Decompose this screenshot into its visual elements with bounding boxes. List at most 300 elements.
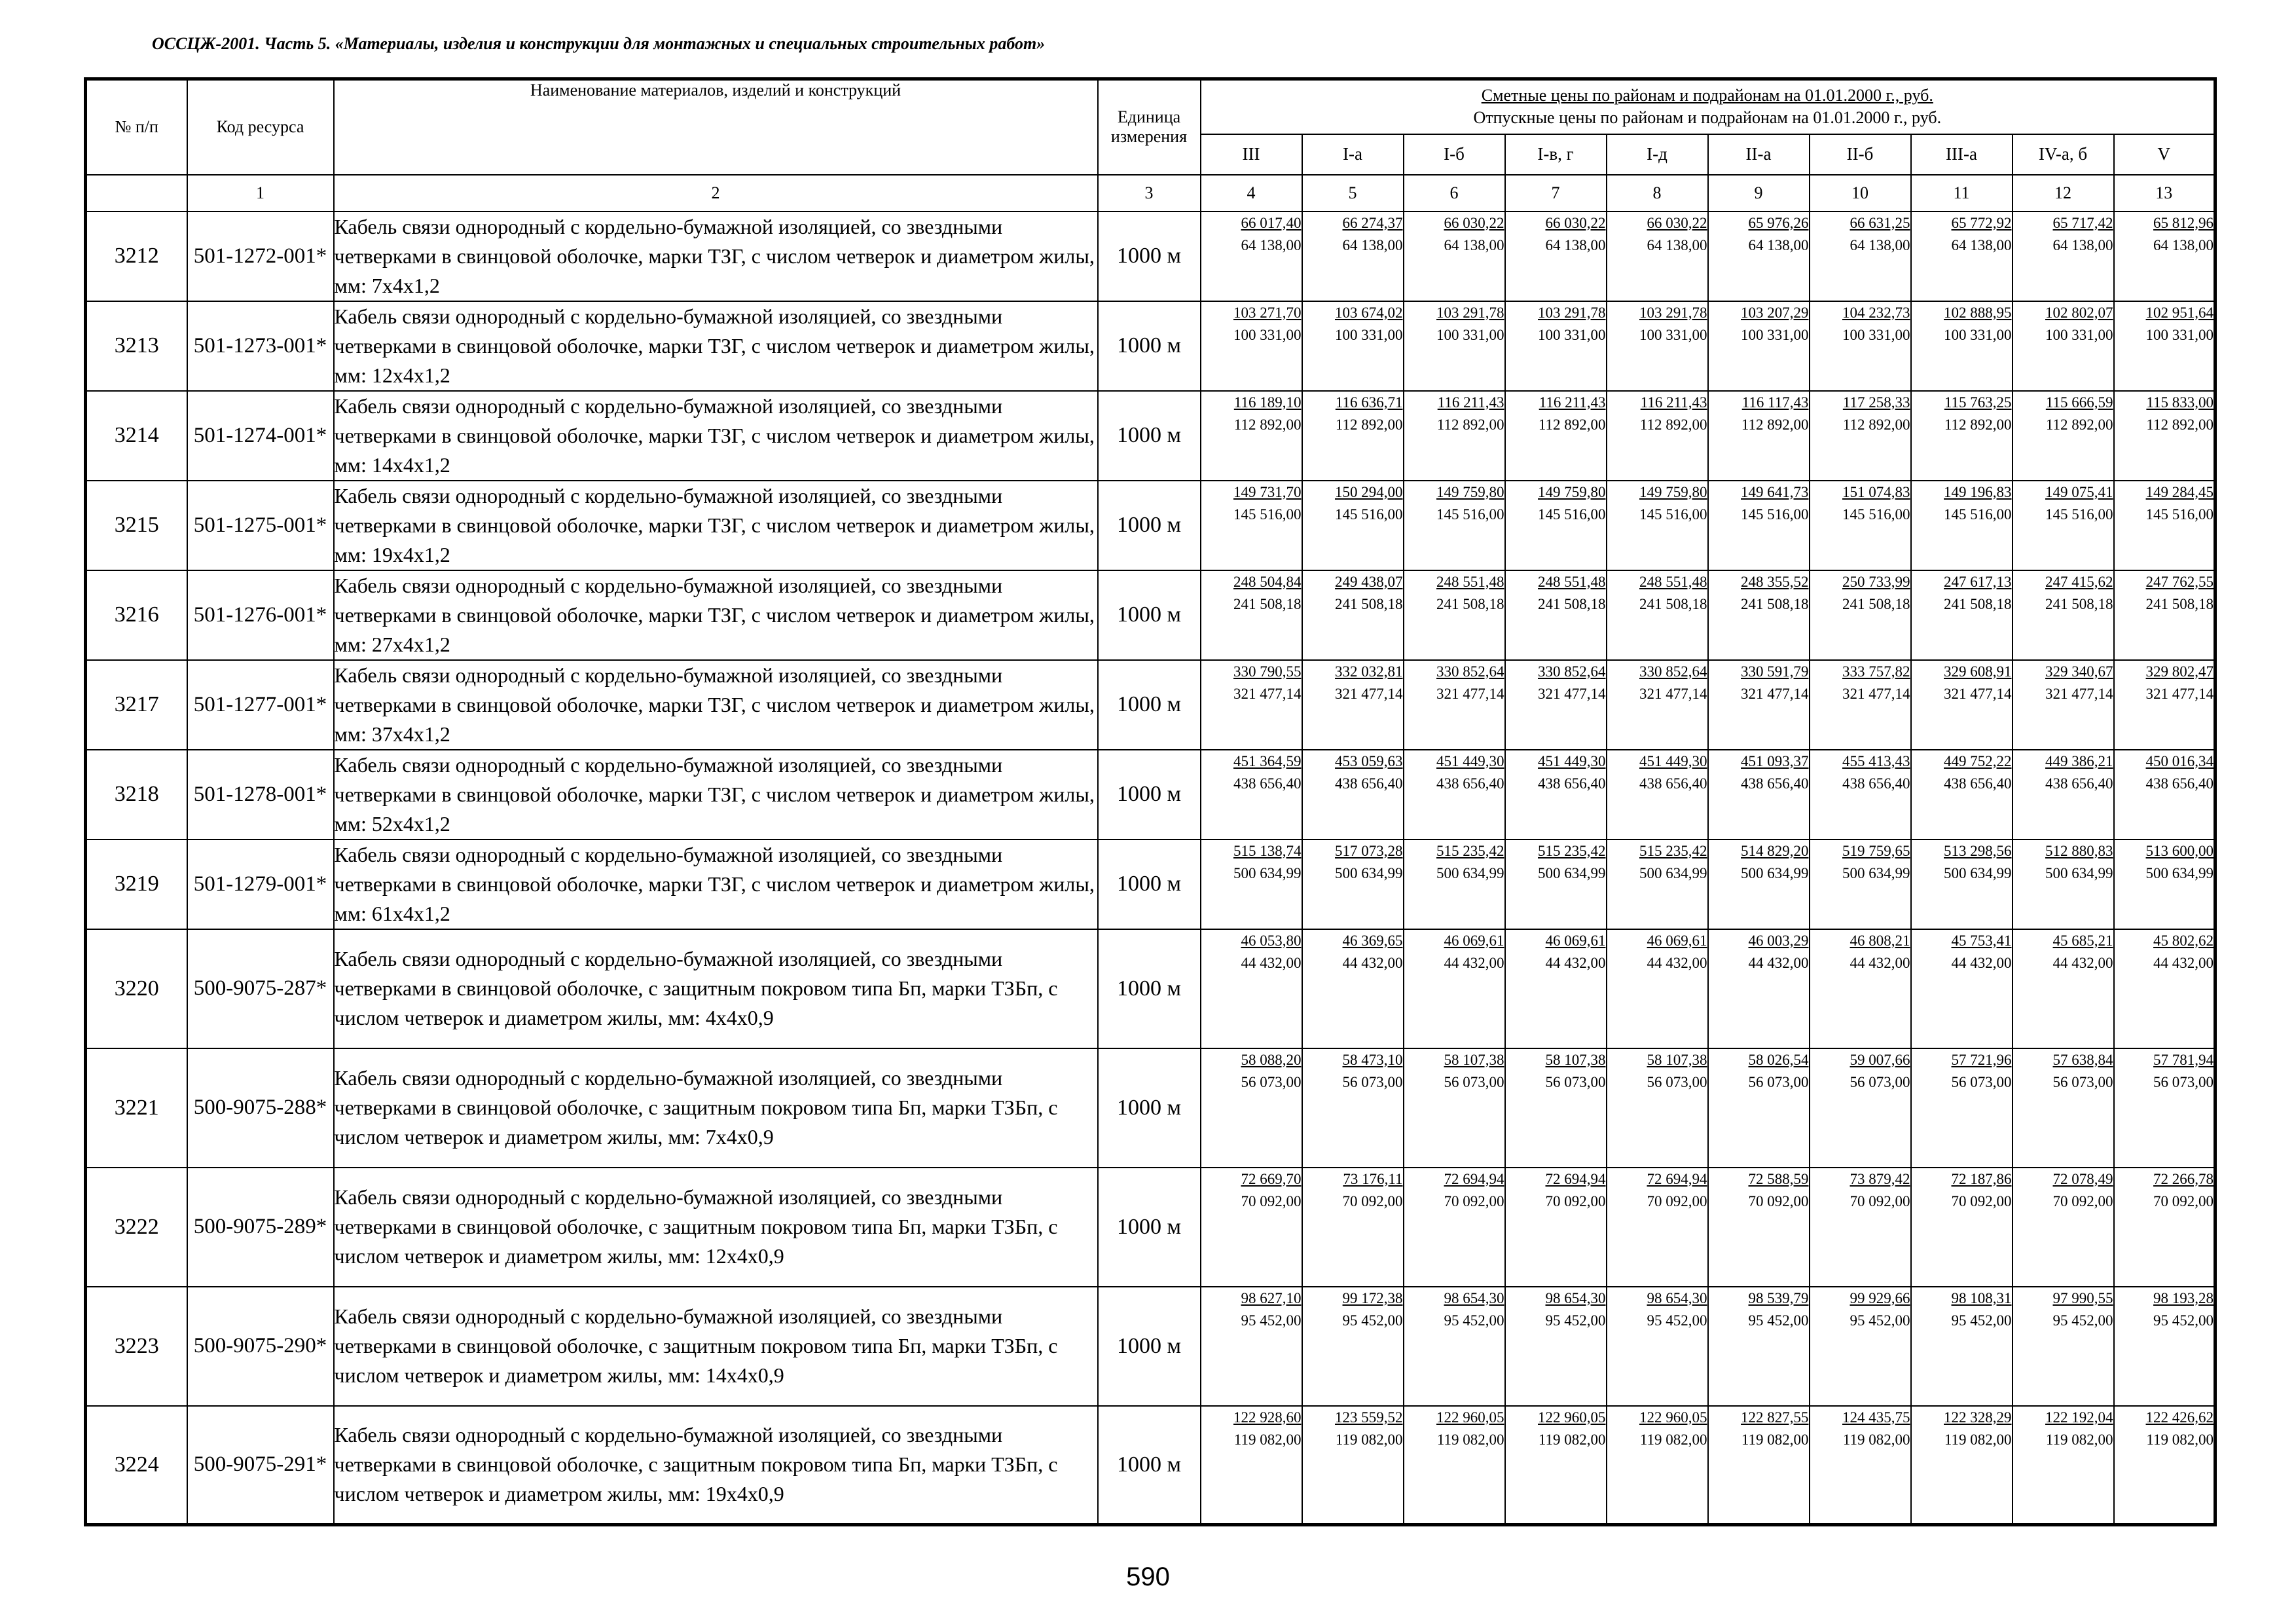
estimated-price: 330 852,64 bbox=[1538, 663, 1606, 680]
price-cell bbox=[1505, 929, 1607, 1048]
release-price: 100 331,00 bbox=[1842, 326, 1910, 343]
release-price: 64 138,00 bbox=[2052, 236, 2113, 253]
resource-code: 500-9075-288* bbox=[187, 1048, 334, 1168]
price-cell bbox=[1911, 481, 2013, 570]
estimated-price: 98 627,10 bbox=[1241, 1289, 1302, 1306]
header-code: Код ресурса bbox=[187, 79, 334, 175]
header-name: Наименование материалов, изделий и конструкций bbox=[334, 79, 1098, 175]
release-price: 119 082,00 bbox=[2045, 1431, 2113, 1448]
price-cell bbox=[1708, 660, 1810, 750]
price-cell bbox=[1911, 570, 2013, 660]
row-number: 3214 bbox=[86, 391, 187, 481]
price-cell bbox=[2114, 750, 2215, 840]
price-cell bbox=[1302, 1406, 1404, 1525]
price-cell bbox=[1911, 750, 2013, 840]
estimated-price: 58 107,38 bbox=[1444, 1051, 1504, 1068]
price-cell bbox=[1607, 1048, 1708, 1168]
price-cell bbox=[1911, 1168, 2013, 1287]
price-cell bbox=[1404, 840, 1505, 929]
estimated-price: 58 107,38 bbox=[1647, 1051, 1707, 1068]
price-cell bbox=[1607, 750, 1708, 840]
release-price: 64 138,00 bbox=[1647, 236, 1707, 253]
price-cell bbox=[1404, 660, 1505, 750]
estimated-price: 66 030,22 bbox=[1545, 214, 1606, 231]
material-name: Кабель связи однородный с кордельно-бумажной изоляцией, со звездными четверками в свинцовой оболочке, с защитным покровом типа Бп, марки ТЗБп, с числом четверок и диаметром жилы, мм: 14x4x0,9 bbox=[334, 1287, 1098, 1406]
price-cell bbox=[2013, 1406, 2114, 1525]
estimated-price: 248 355,52 bbox=[1741, 573, 1809, 590]
row-number: 3213 bbox=[86, 301, 187, 391]
price-cell bbox=[1404, 1287, 1505, 1406]
release-price: 112 892,00 bbox=[2146, 416, 2214, 433]
estimated-price: 451 093,37 bbox=[1741, 752, 1809, 769]
estimated-price: 116 189,10 bbox=[1233, 394, 1302, 411]
column-number: 5 bbox=[1302, 175, 1404, 212]
release-price: 145 516,00 bbox=[2145, 506, 2214, 523]
estimated-price: 46 069,61 bbox=[1444, 932, 1504, 949]
region-header: V bbox=[2114, 134, 2215, 175]
release-price: 95 452,00 bbox=[1850, 1312, 1910, 1329]
estimated-price: 330 591,79 bbox=[1741, 663, 1809, 680]
release-price: 438 656,40 bbox=[2045, 775, 2113, 792]
unit-of-measure: 1000 м bbox=[1098, 212, 1201, 301]
unit-of-measure: 1000 м bbox=[1098, 929, 1201, 1048]
price-cell bbox=[1302, 840, 1404, 929]
estimated-price: 98 539,79 bbox=[1748, 1289, 1809, 1306]
price-cell bbox=[1201, 481, 1302, 570]
estimated-price: 330 852,64 bbox=[1436, 663, 1504, 680]
estimated-price: 116 211,43 bbox=[1640, 394, 1707, 411]
unit-of-measure: 1000 м bbox=[1098, 301, 1201, 391]
column-number-row bbox=[86, 175, 2215, 212]
price-cell bbox=[2114, 1048, 2215, 1168]
resource-code: 501-1272-001* bbox=[187, 212, 334, 301]
price-cell bbox=[2114, 1287, 2215, 1406]
release-price: 56 073,00 bbox=[1748, 1073, 1809, 1090]
release-price: 112 892,00 bbox=[1944, 416, 2012, 433]
estimated-price: 102 951,64 bbox=[2145, 304, 2214, 321]
release-price: 95 452,00 bbox=[2052, 1312, 2113, 1329]
estimated-price: 115 763,25 bbox=[1944, 394, 2012, 411]
estimated-price: 98 654,30 bbox=[1545, 1289, 1606, 1306]
estimated-price: 46 069,61 bbox=[1545, 932, 1606, 949]
row-number: 3216 bbox=[86, 570, 187, 660]
release-price: 95 452,00 bbox=[1748, 1312, 1809, 1329]
price-cell bbox=[1302, 1048, 1404, 1168]
price-cell bbox=[2013, 1287, 2114, 1406]
estimated-price: 329 802,47 bbox=[2145, 663, 2214, 680]
estimated-price: 150 294,00 bbox=[1335, 483, 1403, 500]
column-number: 10 bbox=[1810, 175, 1911, 212]
resource-code: 500-9075-289* bbox=[187, 1168, 334, 1287]
price-cell bbox=[1201, 1406, 1302, 1525]
price-cell bbox=[2013, 391, 2114, 481]
release-price: 44 432,00 bbox=[1647, 954, 1707, 971]
column-number: 11 bbox=[1911, 175, 2013, 212]
estimated-price: 451 449,30 bbox=[1538, 752, 1606, 769]
table-row bbox=[86, 1168, 2215, 1287]
row-number: 3224 bbox=[86, 1406, 187, 1525]
price-cell bbox=[2013, 570, 2114, 660]
row-number: 3220 bbox=[86, 929, 187, 1048]
release-price: 321 477,14 bbox=[1741, 685, 1809, 702]
price-cell bbox=[1404, 212, 1505, 301]
release-price: 438 656,40 bbox=[1436, 775, 1504, 792]
release-price: 70 092,00 bbox=[1748, 1192, 1809, 1209]
price-cell bbox=[2013, 1048, 2114, 1168]
estimated-price: 66 030,22 bbox=[1444, 214, 1504, 231]
header-prices bbox=[1201, 79, 2215, 134]
column-number-blank bbox=[86, 175, 187, 212]
release-price: 44 432,00 bbox=[1748, 954, 1809, 971]
price-cell bbox=[2114, 570, 2215, 660]
price-cell bbox=[2114, 929, 2215, 1048]
estimated-price: 149 759,80 bbox=[1538, 483, 1606, 500]
price-cell bbox=[1404, 1048, 1505, 1168]
price-cell bbox=[1404, 301, 1505, 391]
price-cell bbox=[1201, 391, 1302, 481]
price-cell bbox=[1810, 660, 1911, 750]
price-cell bbox=[1708, 1406, 1810, 1525]
price-cell bbox=[1201, 750, 1302, 840]
estimated-price: 66 017,40 bbox=[1241, 214, 1302, 231]
release-price: 500 634,99 bbox=[1436, 864, 1504, 881]
page-number: 590 bbox=[1126, 1562, 1170, 1591]
estimated-price: 72 694,94 bbox=[1444, 1170, 1504, 1187]
estimated-price: 66 274,37 bbox=[1342, 214, 1403, 231]
release-price: 500 634,99 bbox=[1639, 864, 1707, 881]
material-name: Кабель связи однородный с кордельно-бумажной изоляцией, со звездными четверками в свинцовой оболочке, марки ТЗГ, с числом четверок и диаметром жилы, мм: 14x4x1,2 bbox=[334, 391, 1098, 481]
estimated-price: 65 976,26 bbox=[1748, 214, 1809, 231]
column-number: 13 bbox=[2114, 175, 2215, 212]
material-name: Кабель связи однородный с кордельно-бумажной изоляцией, со звездными четверками в свинцовой оболочке, с защитным покровом типа Бп, марки ТЗБп, с числом четверок и диаметром жилы, мм: 19x4x0,9 bbox=[334, 1406, 1098, 1525]
price-cell bbox=[1810, 1287, 1911, 1406]
price-cell bbox=[1302, 1168, 1404, 1287]
release-price: 500 634,99 bbox=[1944, 864, 2012, 881]
estimated-price: 329 608,91 bbox=[1944, 663, 2012, 680]
estimated-price: 333 757,82 bbox=[1842, 663, 1910, 680]
estimated-price: 515 235,42 bbox=[1436, 842, 1504, 859]
price-cell bbox=[2114, 481, 2215, 570]
release-price: 56 073,00 bbox=[1850, 1073, 1910, 1090]
release-price: 95 452,00 bbox=[2153, 1312, 2214, 1329]
estimated-price: 122 328,29 bbox=[1944, 1409, 2012, 1426]
estimated-price: 330 852,64 bbox=[1639, 663, 1707, 680]
release-price: 145 516,00 bbox=[1639, 506, 1707, 523]
estimated-price: 45 685,21 bbox=[2052, 932, 2113, 949]
release-price: 44 432,00 bbox=[1850, 954, 1910, 971]
price-cell bbox=[1505, 750, 1607, 840]
release-price: 321 477,14 bbox=[1436, 685, 1504, 702]
price-cell bbox=[1911, 391, 2013, 481]
release-price: 44 432,00 bbox=[1951, 954, 2012, 971]
estimated-price: 103 291,78 bbox=[1538, 304, 1606, 321]
price-cell bbox=[1810, 481, 1911, 570]
price-cell bbox=[1708, 929, 1810, 1048]
release-price: 56 073,00 bbox=[1241, 1073, 1302, 1090]
price-cell bbox=[1708, 481, 1810, 570]
release-price: 100 331,00 bbox=[1436, 326, 1504, 343]
material-name: Кабель связи однородный с кордельно-бумажной изоляцией, со звездными четверками в свинцовой оболочке, с защитным покровом типа Бп, марки ТЗБп, с числом четверок и диаметром жилы, мм: 7x4x0,9 bbox=[334, 1048, 1098, 1168]
table-row bbox=[86, 391, 2215, 481]
estimated-price: 46 003,29 bbox=[1748, 932, 1809, 949]
estimated-price: 98 654,30 bbox=[1647, 1289, 1707, 1306]
price-cell bbox=[2013, 212, 2114, 301]
estimated-price: 103 291,78 bbox=[1436, 304, 1504, 321]
estimated-price: 65 772,92 bbox=[1951, 214, 2012, 231]
release-price: 145 516,00 bbox=[1944, 506, 2012, 523]
estimated-price: 149 075,41 bbox=[2045, 483, 2113, 500]
price-cell bbox=[1810, 1168, 1911, 1287]
estimated-price: 46 369,65 bbox=[1342, 932, 1403, 949]
price-cell bbox=[1201, 929, 1302, 1048]
estimated-price: 72 694,94 bbox=[1545, 1170, 1606, 1187]
release-price: 70 092,00 bbox=[2052, 1192, 2113, 1209]
estimated-price: 248 551,48 bbox=[1538, 573, 1606, 590]
estimated-price: 149 731,70 bbox=[1233, 483, 1302, 500]
region-header: I-д bbox=[1607, 134, 1708, 175]
release-price: 500 634,99 bbox=[1842, 864, 1910, 881]
release-price: 321 477,14 bbox=[1335, 685, 1403, 702]
estimated-price: 99 172,38 bbox=[1342, 1289, 1403, 1306]
row-number: 3221 bbox=[86, 1048, 187, 1168]
region-header: III-а bbox=[1911, 134, 2013, 175]
estimated-price: 513 298,56 bbox=[1944, 842, 2012, 859]
price-cell bbox=[1607, 1406, 1708, 1525]
unit-of-measure: 1000 м bbox=[1098, 1406, 1201, 1525]
release-price: 100 331,00 bbox=[1335, 326, 1403, 343]
release-price: 44 432,00 bbox=[2153, 954, 2214, 971]
estimated-price: 455 413,43 bbox=[1842, 752, 1910, 769]
estimated-price: 122 827,55 bbox=[1741, 1409, 1809, 1426]
estimated-price: 149 759,80 bbox=[1436, 483, 1504, 500]
region-header: I-а bbox=[1302, 134, 1404, 175]
release-price: 321 477,14 bbox=[1233, 685, 1302, 702]
release-price: 70 092,00 bbox=[1241, 1192, 1302, 1209]
price-cell bbox=[2114, 1406, 2215, 1525]
price-cell bbox=[1201, 301, 1302, 391]
price-cell bbox=[2013, 929, 2114, 1048]
estimated-price: 515 235,42 bbox=[1639, 842, 1707, 859]
release-price: 95 452,00 bbox=[1241, 1312, 1302, 1329]
price-cell bbox=[1607, 929, 1708, 1048]
row-number: 3222 bbox=[86, 1168, 187, 1287]
release-price: 56 073,00 bbox=[1951, 1073, 2012, 1090]
release-price: 145 516,00 bbox=[1233, 506, 1302, 523]
unit-of-measure: 1000 м bbox=[1098, 750, 1201, 840]
estimated-price: 330 790,55 bbox=[1233, 663, 1302, 680]
table-row bbox=[86, 750, 2215, 840]
column-number: 7 bbox=[1505, 175, 1607, 212]
release-price: 64 138,00 bbox=[1241, 236, 1302, 253]
estimated-price: 98 193,28 bbox=[2153, 1289, 2214, 1306]
release-price: 438 656,40 bbox=[1741, 775, 1809, 792]
release-price: 119 082,00 bbox=[1741, 1431, 1809, 1448]
price-cell bbox=[2013, 301, 2114, 391]
price-cell bbox=[1505, 1287, 1607, 1406]
estimated-price: 122 426,62 bbox=[2145, 1409, 2214, 1426]
release-price: 70 092,00 bbox=[2153, 1192, 2214, 1209]
price-cell bbox=[1607, 212, 1708, 301]
estimated-price: 122 960,05 bbox=[1436, 1409, 1504, 1426]
unit-of-measure: 1000 м bbox=[1098, 481, 1201, 570]
price-cell bbox=[1810, 1048, 1911, 1168]
resource-code: 501-1279-001* bbox=[187, 840, 334, 929]
estimated-price: 98 108,31 bbox=[1951, 1289, 2012, 1306]
price-cell bbox=[2114, 391, 2215, 481]
price-cell bbox=[2013, 750, 2114, 840]
resource-code: 500-9075-287* bbox=[187, 929, 334, 1048]
estimated-price: 72 669,70 bbox=[1241, 1170, 1302, 1187]
estimated-price: 123 559,52 bbox=[1335, 1409, 1403, 1426]
estimated-price: 122 960,05 bbox=[1639, 1409, 1707, 1426]
price-cell bbox=[1505, 212, 1607, 301]
release-price: 100 331,00 bbox=[1538, 326, 1606, 343]
estimated-price: 45 802,62 bbox=[2153, 932, 2214, 949]
price-cell bbox=[2114, 840, 2215, 929]
price-cell bbox=[1911, 301, 2013, 391]
estimated-price: 515 138,74 bbox=[1233, 842, 1302, 859]
resource-code: 501-1278-001* bbox=[187, 750, 334, 840]
estimated-price: 449 752,22 bbox=[1944, 752, 2012, 769]
price-cell bbox=[1911, 1048, 2013, 1168]
release-price: 500 634,99 bbox=[1741, 864, 1809, 881]
release-price: 438 656,40 bbox=[1233, 775, 1302, 792]
release-price: 44 432,00 bbox=[1444, 954, 1504, 971]
estimated-price: 247 762,55 bbox=[2145, 573, 2214, 590]
estimated-price: 332 032,81 bbox=[1335, 663, 1403, 680]
column-number: 8 bbox=[1607, 175, 1708, 212]
price-cell bbox=[1404, 481, 1505, 570]
price-cell bbox=[1302, 301, 1404, 391]
estimated-price: 73 879,42 bbox=[1850, 1170, 1910, 1187]
price-cell bbox=[1607, 660, 1708, 750]
estimated-price: 248 551,48 bbox=[1436, 573, 1504, 590]
release-price: 70 092,00 bbox=[1444, 1192, 1504, 1209]
region-header: II-а bbox=[1708, 134, 1810, 175]
release-price: 321 477,14 bbox=[1538, 685, 1606, 702]
column-number: 6 bbox=[1404, 175, 1505, 212]
header-prices-estimated: Сметные цены по районам и подрайонам на 01.01.2000 г., руб. bbox=[1481, 86, 1933, 105]
row-number: 3218 bbox=[86, 750, 187, 840]
estimated-price: 66 631,25 bbox=[1850, 214, 1910, 231]
unit-of-measure: 1000 м bbox=[1098, 840, 1201, 929]
price-cell bbox=[2013, 840, 2114, 929]
release-price: 64 138,00 bbox=[1850, 236, 1910, 253]
material-name: Кабель связи однородный с кордельно-бумажной изоляцией, со звездными четверками в свинцовой оболочке, марки ТЗГ, с числом четверок и диаметром жилы, мм: 27x4x1,2 bbox=[334, 570, 1098, 660]
release-price: 112 892,00 bbox=[1741, 416, 1809, 433]
material-name: Кабель связи однородный с кордельно-бумажной изоляцией, со звездными четверками в свинцовой оболочке, марки ТЗГ, с числом четверок и диаметром жилы, мм: 7x4x1,2 bbox=[334, 212, 1098, 301]
material-name: Кабель связи однородный с кордельно-бумажной изоляцией, со звездными четверками в свинцовой оболочке, с защитным покровом типа Бп, марки ТЗБп, с числом четверок и диаметром жилы, мм: 4x4x0,9 bbox=[334, 929, 1098, 1048]
price-cell bbox=[1201, 660, 1302, 750]
release-price: 500 634,99 bbox=[1233, 864, 1302, 881]
table-row bbox=[86, 660, 2215, 750]
release-price: 112 892,00 bbox=[1842, 416, 1910, 433]
estimated-price: 122 960,05 bbox=[1538, 1409, 1606, 1426]
header-num: № п/п bbox=[86, 79, 187, 175]
release-price: 95 452,00 bbox=[1951, 1312, 2012, 1329]
release-price: 241 508,18 bbox=[1842, 595, 1910, 612]
estimated-price: 115 833,00 bbox=[2146, 394, 2214, 411]
release-price: 44 432,00 bbox=[1241, 954, 1302, 971]
material-name: Кабель связи однородный с кордельно-бумажной изоляцией, со звездными четверками в свинцовой оболочке, с защитным покровом типа Бп, марки ТЗБп, с числом четверок и диаметром жилы, мм: 12x4x0,9 bbox=[334, 1168, 1098, 1287]
price-cell bbox=[1302, 929, 1404, 1048]
table-row bbox=[86, 301, 2215, 391]
estimated-price: 98 654,30 bbox=[1444, 1289, 1504, 1306]
price-cell bbox=[1607, 570, 1708, 660]
price-cell bbox=[2114, 1168, 2215, 1287]
release-price: 145 516,00 bbox=[1538, 506, 1606, 523]
estimated-price: 115 666,59 bbox=[2045, 394, 2113, 411]
estimated-price: 149 641,73 bbox=[1741, 483, 1809, 500]
estimated-price: 65 812,96 bbox=[2153, 214, 2214, 231]
region-header: I-б bbox=[1404, 134, 1505, 175]
release-price: 145 516,00 bbox=[1741, 506, 1809, 523]
estimated-price: 66 030,22 bbox=[1647, 214, 1707, 231]
estimated-price: 250 733,99 bbox=[1842, 573, 1910, 590]
release-price: 56 073,00 bbox=[1545, 1073, 1606, 1090]
release-price: 145 516,00 bbox=[2045, 506, 2113, 523]
estimated-price: 450 016,34 bbox=[2145, 752, 2214, 769]
estimated-price: 104 232,73 bbox=[1842, 304, 1910, 321]
release-price: 438 656,40 bbox=[1944, 775, 2012, 792]
release-price: 500 634,99 bbox=[2145, 864, 2214, 881]
price-cell bbox=[1505, 660, 1607, 750]
resource-code: 501-1277-001* bbox=[187, 660, 334, 750]
resource-code: 501-1274-001* bbox=[187, 391, 334, 481]
price-cell bbox=[1708, 1048, 1810, 1168]
release-price: 100 331,00 bbox=[1233, 326, 1302, 343]
estimated-price: 116 117,43 bbox=[1741, 394, 1809, 411]
unit-of-measure: 1000 м bbox=[1098, 1168, 1201, 1287]
release-price: 500 634,99 bbox=[1538, 864, 1606, 881]
price-cell bbox=[1505, 1048, 1607, 1168]
price-cell bbox=[1302, 750, 1404, 840]
price-cell bbox=[1201, 570, 1302, 660]
price-cell bbox=[1302, 1287, 1404, 1406]
estimated-price: 103 674,02 bbox=[1335, 304, 1403, 321]
release-price: 119 082,00 bbox=[1335, 1431, 1403, 1448]
price-cell bbox=[1404, 391, 1505, 481]
material-name: Кабель связи однородный с кордельно-бумажной изоляцией, со звездными четверками в свинцовой оболочке, марки ТЗГ, с числом четверок и диаметром жилы, мм: 52x4x1,2 bbox=[334, 750, 1098, 840]
estimated-price: 329 340,67 bbox=[2045, 663, 2113, 680]
running-header: ОССЦЖ-2001. Часть 5. «Материалы, изделия и конструкции для монтажных и специальных строительных работ» bbox=[152, 34, 1046, 53]
unit-of-measure: 1000 м bbox=[1098, 1048, 1201, 1168]
column-number: 2 bbox=[334, 175, 1098, 212]
price-cell bbox=[1911, 840, 2013, 929]
estimated-price: 451 364,59 bbox=[1233, 752, 1302, 769]
estimated-price: 519 759,65 bbox=[1842, 842, 1910, 859]
estimated-price: 124 435,75 bbox=[1842, 1409, 1910, 1426]
price-cell bbox=[1607, 391, 1708, 481]
release-price: 500 634,99 bbox=[2045, 864, 2113, 881]
release-price: 44 432,00 bbox=[1545, 954, 1606, 971]
release-price: 70 092,00 bbox=[1850, 1192, 1910, 1209]
estimated-price: 247 617,13 bbox=[1944, 573, 2012, 590]
estimated-price: 453 059,63 bbox=[1335, 752, 1403, 769]
price-cell bbox=[1302, 212, 1404, 301]
release-price: 64 138,00 bbox=[1748, 236, 1809, 253]
price-cell bbox=[2114, 301, 2215, 391]
release-price: 112 892,00 bbox=[2045, 416, 2113, 433]
estimated-price: 151 074,83 bbox=[1842, 483, 1910, 500]
release-price: 241 508,18 bbox=[1741, 595, 1809, 612]
release-price: 241 508,18 bbox=[1639, 595, 1707, 612]
table-row bbox=[86, 570, 2215, 660]
price-cell bbox=[1607, 481, 1708, 570]
release-price: 438 656,40 bbox=[1538, 775, 1606, 792]
price-cell bbox=[1201, 1287, 1302, 1406]
price-cell bbox=[1404, 1406, 1505, 1525]
